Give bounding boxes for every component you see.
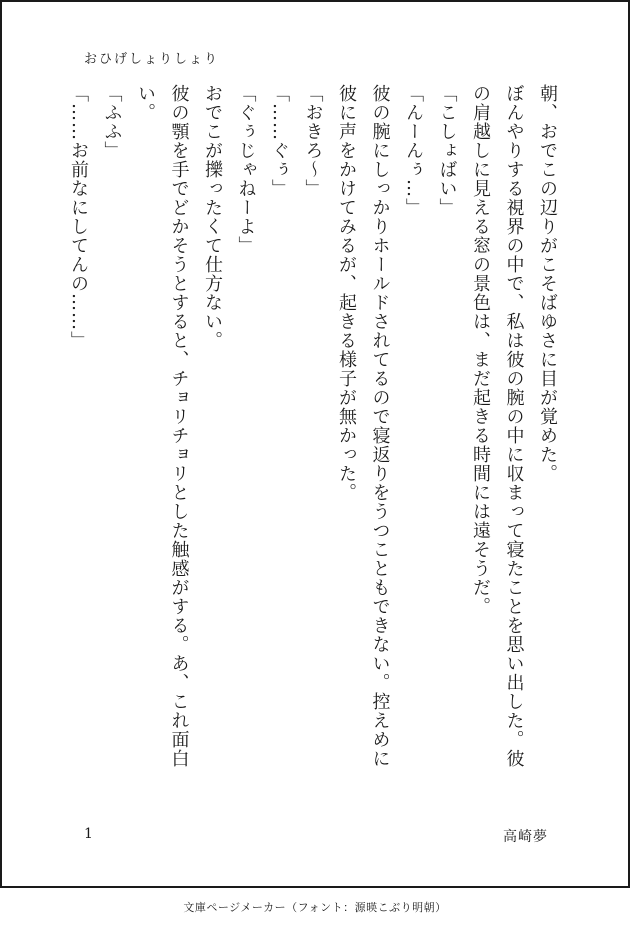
paragraph: 「んーんぅ…」 [403, 84, 424, 217]
paragraph: おでこが擽ったくて仕方ない。 [202, 84, 223, 350]
paragraph: 彼の腕にしっかりホールドされてるので寝返りをうつこともできない。控えめに彼に声をかけてみるが、起きる様子が無かった。 [336, 84, 391, 768]
paragraph: 彼の顎を手でどかそうとすると、チョリチョリとした触感がする。あ、これ面白い。 [135, 84, 190, 768]
page-number: 1 [84, 826, 93, 842]
paragraph: 「ぐぅじゃねーよ」 [235, 84, 257, 255]
paragraph: 「ふふ」 [101, 84, 123, 160]
paragraph: 朝、おでこの辺りがこそばゆさに目が覚めた。 [537, 84, 558, 483]
paragraph: 「……お前なにしてんの……」 [68, 84, 89, 350]
paragraph: 「こしょばい」 [436, 84, 458, 217]
body-text [62, 84, 565, 784]
footer-credit: 文庫ページメーカー（フォント：源暎こぶり明朝） [183, 901, 447, 914]
paragraph: ぼんやりする視界の中で、私は彼の腕の中に収まって寝たことを思い出した。彼の肩越しに見える窓の景色は、まだ起きる時間には遠そうだ。 [470, 84, 525, 768]
author-name: 高崎夢 [503, 829, 548, 845]
paragraph: 「おきろ〜」 [302, 84, 324, 198]
paragraph: 「……ぐぅ」 [269, 84, 290, 198]
running-title: おひげしょりしょり [84, 52, 220, 67]
